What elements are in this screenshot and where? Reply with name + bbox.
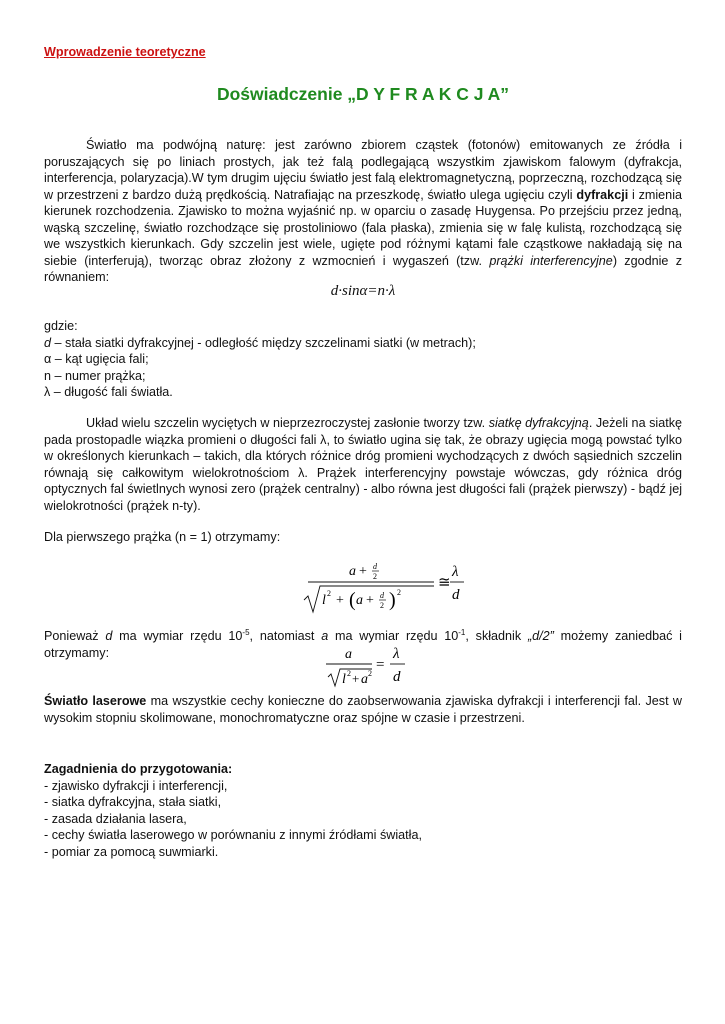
approx-text-6: możemy zaniedbać i otrzymamy: — [44, 629, 682, 660]
intro-text-1: Światło ma podwójną naturę: jest zarówno zbiorem cząstek (fotonów) emitowanych ze źródła i poruszających się po liniach prostych, jak też falą podlegającą wszystkim zjawiskom falowym (dyfrakcja, interferencja, polaryzacja).W tym drugim ujęciu światło jest falą elektromagnetyczną, poprzeczną, rozchodzącą się w przestrzeni z bardzo dużą prędkością. Natrafiając na przeszkodę, światło ulega ugięciu czyli — [44, 138, 682, 202]
eq1-small-d2: d — [380, 591, 384, 600]
definition-d-text: – stała siatki dyfrakcyjnej - odległość między szczelinami siatki (w metrach); — [51, 335, 476, 350]
preparation-list — [44, 761, 682, 860]
definition-d-symbol: d — [44, 335, 52, 350]
eq1-l: l — [322, 593, 326, 608]
eq2-a: a — [345, 647, 352, 662]
approx-exp-1: -5 — [242, 627, 250, 637]
preparation-item: - pomiar za pomocą suwmiarki. — [44, 844, 219, 859]
eq1-a2: a — [356, 593, 363, 608]
approx-text-2: ma wymiar rzędu 10 — [112, 629, 243, 643]
eq1-plus2: + — [336, 593, 344, 608]
eq1-paren-sq: 2 — [397, 588, 401, 597]
first-fringe-equation — [302, 558, 472, 619]
simplified-equation — [326, 644, 446, 691]
section-header: Wprowadzenie teoretyczne — [44, 45, 206, 59]
first-fringe-line: Dla pierwszego prążka (n = 1) otrzymamy: — [44, 530, 281, 544]
intro-italic-prazki: prążki interferencyjne — [489, 253, 613, 268]
eq2-l: l — [342, 672, 346, 687]
eq1-small-2: 2 — [373, 572, 377, 581]
preparation-item: - zjawisko dyfrakcji i interferencji, — [44, 778, 228, 793]
eq1-approx: ≅ — [438, 575, 451, 591]
grating-italic-term: siatkę dyfrakcyjną — [488, 416, 589, 430]
intro-text-3: ) zgodnie z równaniem: — [44, 253, 683, 284]
eq1-plus: + — [359, 564, 367, 579]
eq1-small-d: d — [373, 562, 377, 571]
main-formula: d·sinα=n·λ — [330, 283, 396, 299]
laser-bold: Światło laserowe — [44, 694, 147, 708]
preparation-item: - zasada działania lasera, — [44, 811, 187, 826]
intro-bold-dyfrakcji: dyfrakcji — [576, 187, 629, 202]
eq2-a2: a — [361, 672, 368, 687]
eq1-paren-close: ) — [389, 589, 396, 611]
definitions-list — [44, 318, 682, 401]
grating-text-2: . Jeżeli na siatkę pada prostopadle wiązka promieni o długości fali λ, to światło ugina się tak, że obrazy ugięcia mogą powstać tylko w określonych kierunkach – takich, dla których różnice dróg promieni wychodzących z dwóch sąsiednich szczelin równają się całkowitym wielokrotnościom λ. Prążek interferencyjny powstaje wówczas, gdy różnica dróg optycznych fal świetlnych wynosi zero (prążek centralny) - albo równa jest długości fali (prążek pierwszy) - bądź jej wielokrotności (prążek n-ty). — [44, 416, 682, 513]
eq2-a-sq: 2 — [368, 669, 372, 678]
approx-exp-2: -1 — [458, 627, 466, 637]
definition-alpha: α – kąt ugięcia fali; — [44, 352, 149, 366]
intro-text-2: i zmienia kierunek rozchodzenia. Zjawisko to można wyjaśnić np. w oparciu o zasadę Huygensa. Po przejściu przez jedną, wąską szczelinę, światło rozchodzące się prostoliniowo (fala płaska), zmienia się w falę kulistą, rozchodzącą się we wszystkich kierunkach. Gdy szczelin jest wiele, ugięte pod różnymi kątami fale cząstkowe nakładają się na siebie (interferują), tworząc obraz złożony z wzmocnień i wygaszeń (tzw. — [44, 187, 682, 268]
intro-paragraph — [44, 137, 682, 286]
approx-text-3: , natomiast — [249, 629, 322, 643]
eq1-paren-open: ( — [349, 589, 356, 611]
eq2-equals: = — [376, 657, 385, 673]
eq1-d: d — [452, 587, 460, 603]
approx-term: „d/2” — [527, 629, 554, 643]
grating-text-1: Układ wielu szczelin wyciętych w nieprzezroczystej zasłonie tworzy tzw. — [86, 416, 489, 430]
definition-lambda: λ – długość fali światła. — [44, 385, 173, 399]
definition-n: n – numer prążka; — [44, 368, 146, 383]
eq2-d: d — [393, 669, 401, 685]
preparation-heading: Zagadnienia do przygotowania: — [44, 762, 233, 776]
definition-d — [44, 335, 682, 352]
eq1-lambda: λ — [452, 564, 459, 580]
definitions-intro: gdzie: — [44, 319, 78, 333]
approx-text-1: Ponieważ — [44, 629, 106, 643]
laser-paragraph — [44, 693, 682, 726]
approx-text-5: , składnik — [465, 629, 528, 643]
eq2-lambda: λ — [393, 646, 400, 662]
preparation-item: - siatka dyfrakcyjna, stała siatki, — [44, 795, 222, 809]
eq1-small-2b: 2 — [380, 601, 384, 610]
approx-text-4: ma wymiar rzędu 10 — [328, 629, 459, 643]
eq1-l-sq: 2 — [327, 589, 331, 598]
eq1-plus3: + — [366, 593, 374, 608]
eq1-a: a — [349, 564, 356, 579]
grating-paragraph — [44, 415, 682, 514]
eq2-l-sq: 2 — [347, 669, 351, 678]
preparation-item: - cechy światła laserowego w porównaniu z innymi źródłami światła, — [44, 828, 422, 842]
approx-d: d — [105, 629, 113, 643]
eq2-plus: + — [352, 671, 360, 686]
laser-text: ma wszystkie cechy konieczne do zaobserwowania zjawiska dyfrakcji i interferencji fal. Jest w wysokim stopniu skolimowane, monochromatyczne oraz spójne w czasie i przestrzeni. — [44, 694, 682, 725]
approx-a: a — [321, 629, 329, 643]
document-title: Doświadczenie „D Y F R A K C J A” — [216, 84, 510, 104]
